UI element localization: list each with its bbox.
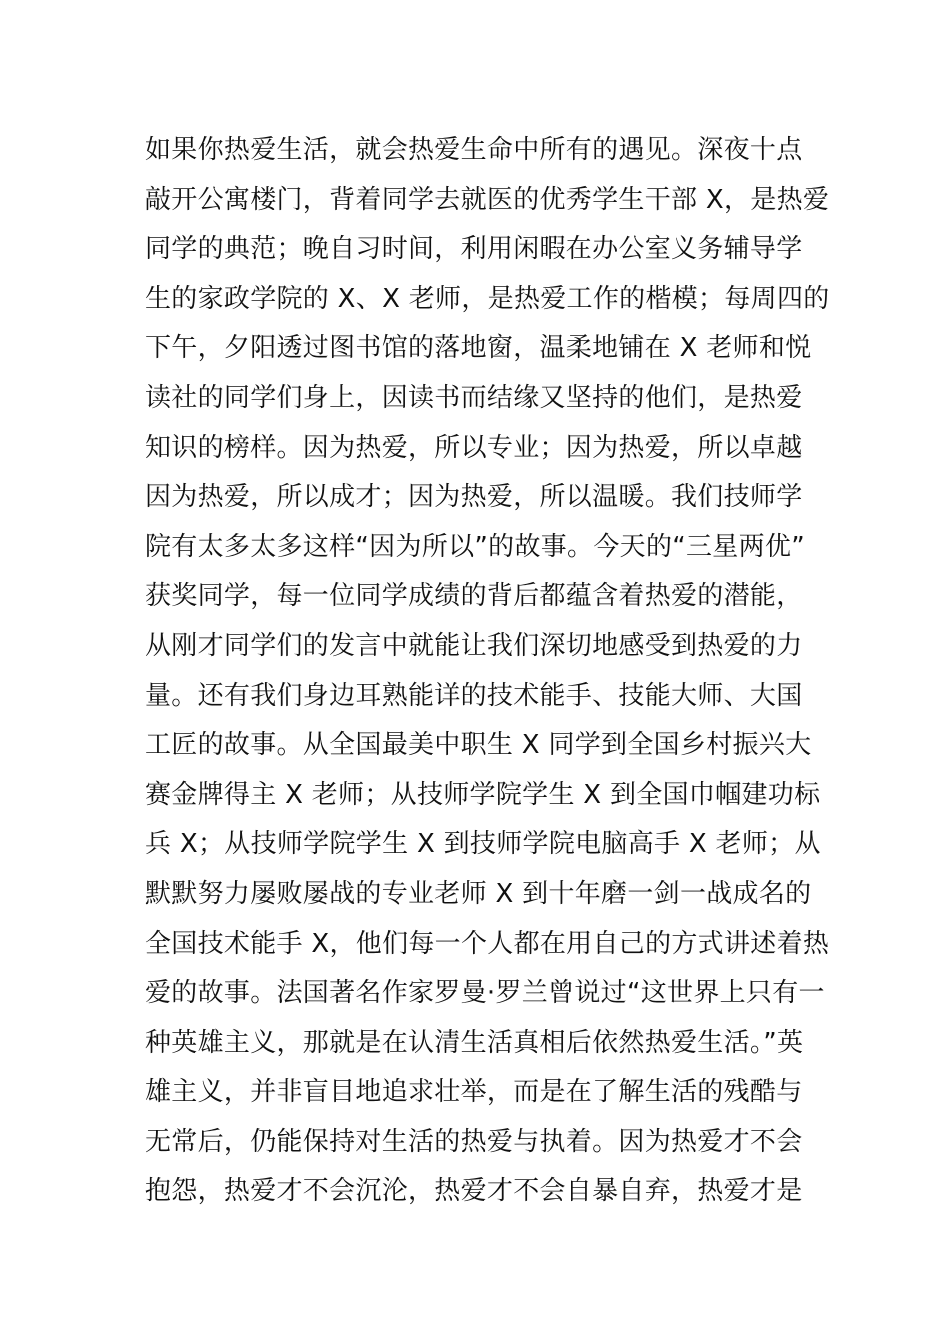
text-line: 默默努力屡败屡战的专业老师 X 到十年磨一剑一战成名的 (145, 878, 812, 909)
text-line: 无常后，仍能保持对生活的热爱与执着。因为热爱才不会 (145, 1126, 803, 1157)
text-line: 全国技术能手 X，他们每一个人都在用自己的方式讲述着热 (145, 928, 830, 959)
text-line: 下午，夕阳透过图书馆的落地窗，温柔地铺在 X 老师和悦 (145, 333, 812, 364)
text-line: 抱怨，热爱才不会沉沦，热爱才不会自暴自弃，热爱才是 (145, 1176, 803, 1207)
text-line: 院有太多太多这样“因为所以”的故事。今天的“三星两优” (145, 531, 805, 562)
text-line: 因为热爱，所以成才；因为热爱，所以温暖。我们技师学 (145, 482, 803, 513)
text-line: 如果你热爱生活，就会热爱生命中所有的遇见。深夜十点 (145, 135, 803, 165)
text-line: 量。还有我们身边耳熟能详的技术能手、技能大师、大国 (145, 680, 803, 711)
text-line: 爱的故事。法国著名作家罗曼·罗兰曾说过“这世界上只有一 (145, 978, 825, 1009)
text-line: 读社的同学们身上，因读书而结缘又坚持的他们，是热爱 (145, 382, 803, 413)
text-line: 获奖同学，每一位同学成绩的背后都蕴含着热爱的潜能， (145, 581, 803, 612)
document-body-text (145, 126, 830, 1217)
text-line: 敲开公寓楼门，背着同学去就医的优秀学生干部 X，是热爱 (145, 184, 830, 215)
text-line: 从刚才同学们的发言中就能让我们深切地感受到热爱的力 (145, 630, 803, 661)
text-line: 知识的榜样。因为热爱，所以专业；因为热爱，所以卓越 (145, 432, 803, 463)
text-line: 赛金牌得主 X 老师；从技师学院学生 X 到全国巾帼建功标 (145, 779, 821, 810)
text-line: 工匠的故事。从全国最美中职生 X 同学到全国乡村振兴大 (145, 730, 812, 761)
text-line: 兵 X；从技师学院学生 X 到技师学院电脑高手 X 老师；从 (145, 829, 821, 860)
text-line: 生的家政学院的 X、X 老师，是热爱工作的楷模；每周四的 (145, 283, 830, 314)
text-line: 同学的典范；晚自习时间，利用闲暇在办公室义务辅导学 (145, 234, 803, 265)
text-line: 雄主义，并非盲目地追求壮举，而是在了解生活的残酷与 (145, 1077, 803, 1108)
text-line: 种英雄主义，那就是在认清生活真相后依然热爱生活。”英 (145, 1027, 804, 1058)
